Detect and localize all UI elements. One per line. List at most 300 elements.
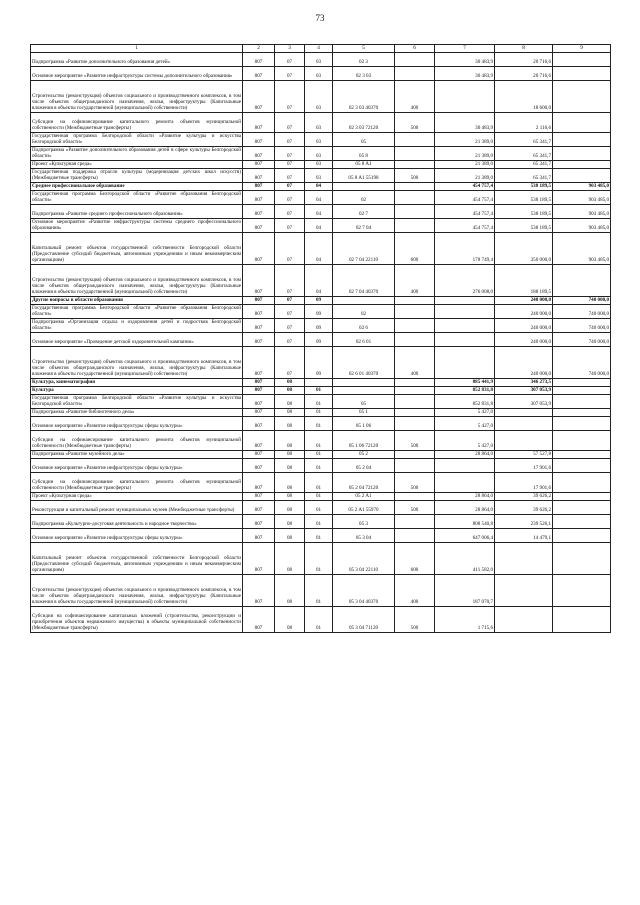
cell-amount-3 <box>553 265 611 297</box>
cell-csr: 05 3 04 40370 <box>333 575 395 607</box>
row-name: Подпрограмма «Развитие библиотечного дела» <box>31 409 243 417</box>
cell-pr: 01 <box>305 515 333 529</box>
cell-ved: 807 <box>243 409 275 417</box>
cell-ved: 807 <box>243 451 275 459</box>
cell-amount-2: 538 189,5 <box>495 191 553 205</box>
cell-ved: 807 <box>243 395 275 409</box>
row-name: Субсидии на софинансирование капитальных вложений (строительства, реконструкции и приобретения объектов недвижимого имущества) в объекты муниципальной собственности (Межбюджетные трансферты) <box>31 607 243 633</box>
cell-vr <box>395 319 435 333</box>
cell-rz: 07 <box>275 183 305 191</box>
cell-vr <box>395 379 435 387</box>
header-cell: 4 <box>305 45 333 53</box>
table-row <box>31 459 611 473</box>
cell-vr: 500 <box>395 169 435 183</box>
cell-ved: 807 <box>243 113 275 133</box>
row-name: Реконструкция и капитальный ремонт муниципальных музеев (Межбюджетные трансферты) <box>31 501 243 515</box>
cell-amount-2: 17 901,6 <box>495 473 553 493</box>
cell-amount-2 <box>495 543 553 575</box>
cell-rz: 08 <box>275 417 305 431</box>
table-row <box>31 113 611 133</box>
cell-amount-1: 21 389,0 <box>435 169 495 183</box>
cell-rz: 08 <box>275 529 305 543</box>
cell-vr <box>395 205 435 219</box>
cell-amount-2: 65 341,7 <box>495 133 553 147</box>
table-row <box>31 265 611 297</box>
table-row <box>31 81 611 113</box>
cell-csr <box>333 183 395 191</box>
cell-csr: 02 3 03 40370 <box>333 81 395 113</box>
cell-amount-1: 1 715,6 <box>435 607 495 633</box>
cell-rz: 07 <box>275 147 305 161</box>
row-name: Подпрограмма «Развитие дополнительного образования детей» <box>31 53 243 67</box>
table-row <box>31 169 611 183</box>
cell-amount-1: 30 483,9 <box>435 53 495 67</box>
cell-rz: 07 <box>275 133 305 147</box>
cell-amount-3 <box>553 169 611 183</box>
cell-amount-3 <box>553 67 611 81</box>
cell-vr <box>395 161 435 169</box>
table-row <box>31 205 611 219</box>
cell-amount-3 <box>553 417 611 431</box>
cell-vr <box>395 387 435 395</box>
cell-rz: 07 <box>275 319 305 333</box>
cell-vr <box>395 219 435 233</box>
row-name: Подпрограмма «Культурно-досуговая деятельность и народное творчество» <box>31 515 243 529</box>
cell-rz: 08 <box>275 379 305 387</box>
budget-table <box>30 44 611 633</box>
cell-amount-1: 454 757,4 <box>435 183 495 191</box>
cell-amount-3: 903 485,0 <box>553 183 611 191</box>
header-cell: 9 <box>553 45 611 53</box>
table-row <box>31 161 611 169</box>
cell-rz: 08 <box>275 395 305 409</box>
cell-pr: 01 <box>305 501 333 515</box>
cell-ved: 807 <box>243 183 275 191</box>
table-row <box>31 387 611 395</box>
cell-amount-3 <box>553 113 611 133</box>
table-row <box>31 543 611 575</box>
cell-rz: 07 <box>275 333 305 347</box>
cell-amount-3 <box>553 409 611 417</box>
cell-ved: 807 <box>243 387 275 395</box>
cell-amount-2: 39 626,2 <box>495 493 553 501</box>
cell-vr <box>395 333 435 347</box>
cell-ved: 807 <box>243 333 275 347</box>
cell-amount-1: 30 483,9 <box>435 113 495 133</box>
page-number: 73 <box>315 13 325 23</box>
cell-csr: 05 2 A1 55970 <box>333 501 395 515</box>
cell-rz: 08 <box>275 473 305 493</box>
row-name: Капитальный ремонт объектов государственной собственности Белгородской области (Предоставление субсидий бюджетным, автономным учреждениям и иным некоммерческим организациям) <box>31 543 243 575</box>
cell-pr: 04 <box>305 191 333 205</box>
table-row <box>31 395 611 409</box>
cell-amount-1 <box>435 319 495 333</box>
cell-pr: 01 <box>305 543 333 575</box>
cell-vr: 600 <box>395 233 435 265</box>
cell-csr: 05 2 A1 <box>333 493 395 501</box>
row-name: Основное мероприятие «Развитие инфраструктуры сферы культуры» <box>31 459 243 473</box>
cell-rz: 08 <box>275 387 305 395</box>
cell-rz: 08 <box>275 459 305 473</box>
cell-amount-1 <box>435 305 495 319</box>
cell-vr: 600 <box>395 543 435 575</box>
cell-pr: 04 <box>305 219 333 233</box>
cell-pr: 01 <box>305 473 333 493</box>
cell-ved: 807 <box>243 297 275 305</box>
row-name: Подпрограмма «Организация отдыха и оздоровления детей и подростков Белгородской области» <box>32 319 241 332</box>
row-name: Государственная программа Белгородской области «Развитие культуры и искусства Белгородской области» <box>32 395 241 408</box>
cell-pr: 01 <box>305 417 333 431</box>
cell-ved: 807 <box>243 347 275 379</box>
cell-amount-3 <box>553 459 611 473</box>
cell-amount-3 <box>553 395 611 409</box>
header-cell: 2 <box>243 45 275 53</box>
cell-vr <box>395 133 435 147</box>
cell-pr: 01 <box>305 431 333 451</box>
cell-rz: 07 <box>275 67 305 81</box>
cell-amount-1 <box>435 81 495 113</box>
cell-csr: 02 6 01 40370 <box>333 347 395 379</box>
cell-amount-1: 30 483,9 <box>435 67 495 81</box>
cell-csr: 02 <box>333 191 395 205</box>
cell-rz: 07 <box>275 205 305 219</box>
cell-vr: 400 <box>395 575 435 607</box>
cell-amount-1: 454 757,4 <box>435 219 495 233</box>
row-name: Проект «Культурная среда» <box>31 161 243 169</box>
table-row <box>31 305 611 319</box>
cell-ved: 807 <box>243 493 275 501</box>
cell-vr <box>395 67 435 81</box>
cell-amount-2: 538 189,5 <box>495 205 553 219</box>
cell-csr: 05 8 A1 55198 <box>333 169 395 183</box>
cell-amount-3 <box>553 493 611 501</box>
cell-rz: 07 <box>275 169 305 183</box>
header-cell: 3 <box>275 45 305 53</box>
cell-amount-2 <box>495 409 553 417</box>
cell-csr: 05 <box>333 395 395 409</box>
cell-amount-2: 538 189,5 <box>495 219 553 233</box>
cell-amount-3: 903 485,0 <box>553 191 611 205</box>
cell-vr <box>395 459 435 473</box>
cell-amount-1 <box>435 459 495 473</box>
cell-csr: 02 3 <box>333 53 395 67</box>
table-row <box>31 219 611 233</box>
cell-vr <box>395 395 435 409</box>
cell-vr <box>395 305 435 319</box>
table-row <box>31 191 611 205</box>
cell-amount-1: 178 749,4 <box>435 233 495 265</box>
row-name: Государственная поддержка отрасли культуры (модернизация детских школ искусств) (Межбюджетные трансферты) <box>32 169 241 182</box>
row-name: Строительство (реконструкция) объектов социального и производственного комплексов, в том числе объектов общегражданского назначения, жилья, инфраструктуры (Капитальные вложения в объекты государственной (муниципальной) собственности) <box>31 575 243 607</box>
cell-amount-3 <box>553 543 611 575</box>
cell-amount-3 <box>553 575 611 607</box>
cell-csr <box>333 387 395 395</box>
row-name: Основное мероприятие «Развитие инфраструктуры системы дополнительного образования» <box>31 67 243 81</box>
cell-amount-1: 454 757,4 <box>435 205 495 219</box>
row-name: Капитальный ремонт объектов государственной собственности Белгородской области (Предоставление субсидий бюджетным, автономным учреждениям и иным некоммерческим организациям) <box>31 233 243 265</box>
cell-amount-2: 307 053,9 <box>495 395 553 409</box>
cell-amount-2: 188 189,5 <box>495 265 553 297</box>
cell-amount-2: 65 341,7 <box>495 161 553 169</box>
cell-vr <box>395 191 435 205</box>
table-row <box>31 379 611 387</box>
cell-ved: 807 <box>243 607 275 633</box>
cell-vr: 500 <box>395 431 435 451</box>
table-row <box>31 501 611 515</box>
cell-amount-1: 28 864,0 <box>435 493 495 501</box>
cell-amount-2: 39 626,2 <box>495 501 553 515</box>
cell-amount-1 <box>435 297 495 305</box>
cell-csr: 02 7 04 22110 <box>333 233 395 265</box>
cell-vr <box>395 409 435 417</box>
cell-ved: 807 <box>243 379 275 387</box>
cell-vr <box>395 147 435 161</box>
cell-rz: 08 <box>275 543 305 575</box>
cell-amount-2: 240 000,0 <box>495 305 553 319</box>
cell-vr <box>395 515 435 529</box>
cell-amount-1 <box>435 347 495 379</box>
cell-rz: 07 <box>275 265 305 297</box>
cell-amount-1 <box>435 473 495 493</box>
cell-rz: 07 <box>275 113 305 133</box>
cell-amount-2: 240 000,0 <box>495 347 553 379</box>
cell-csr: 05 2 04 72120 <box>333 473 395 493</box>
table-row <box>31 409 611 417</box>
cell-vr: 500 <box>395 607 435 633</box>
table-row <box>31 297 611 305</box>
table-row <box>31 347 611 379</box>
cell-amount-2: 18 600,0 <box>495 81 553 113</box>
cell-vr <box>395 493 435 501</box>
header-cell: 7 <box>435 45 495 53</box>
cell-csr <box>333 379 395 387</box>
cell-amount-2: 240 000,0 <box>495 319 553 333</box>
cell-vr <box>395 529 435 543</box>
cell-csr: 05 <box>333 133 395 147</box>
cell-ved: 807 <box>243 169 275 183</box>
row-name: Строительство (реконструкция) объектов социального и производственного комплексов, в том числе объектов общегражданского назначения, жилья, инфраструктуры (Капитальные вложения в объекты государственной (муниципальной) собственности) <box>31 265 243 297</box>
cell-csr: 05 3 <box>333 515 395 529</box>
cell-amount-2: 307 053,9 <box>495 387 553 395</box>
cell-amount-3: 903 485,0 <box>553 219 611 233</box>
cell-amount-3: 740 000,0 <box>553 333 611 347</box>
cell-pr <box>305 379 333 387</box>
cell-csr: 02 <box>333 305 395 319</box>
cell-csr: 05 3 04 22110 <box>333 543 395 575</box>
cell-amount-2: 240 000,0 <box>495 297 553 305</box>
table-row <box>31 53 611 67</box>
cell-pr: 01 <box>305 387 333 395</box>
table-row <box>31 417 611 431</box>
cell-ved: 807 <box>243 417 275 431</box>
cell-amount-2 <box>495 575 553 607</box>
cell-ved: 807 <box>243 191 275 205</box>
row-name: Подпрограмма «Развитие среднего профессионального образования» <box>31 205 243 219</box>
header-cell: 5 <box>333 45 395 53</box>
cell-amount-3 <box>553 387 611 395</box>
cell-amount-1: 454 757,4 <box>435 191 495 205</box>
cell-pr: 03 <box>305 81 333 113</box>
cell-csr: 05 8 <box>333 147 395 161</box>
cell-pr: 04 <box>305 265 333 297</box>
cell-vr <box>395 451 435 459</box>
row-name: Культура <box>31 387 243 395</box>
cell-ved: 807 <box>243 67 275 81</box>
cell-rz: 07 <box>275 305 305 319</box>
row-name: Среднее профессиональное образование <box>31 183 243 191</box>
cell-amount-2 <box>495 431 553 451</box>
cell-vr <box>395 53 435 67</box>
cell-csr: 02 7 04 40370 <box>333 265 395 297</box>
cell-amount-1: 852 831,8 <box>435 395 495 409</box>
cell-pr: 01 <box>305 493 333 501</box>
cell-pr: 04 <box>305 205 333 219</box>
cell-rz: 08 <box>275 409 305 417</box>
row-name: Подпрограмма «Развитие дополнительного образования детей в сфере культуры Белгородской области» <box>32 147 241 160</box>
cell-amount-3 <box>553 161 611 169</box>
cell-amount-3 <box>553 529 611 543</box>
table-row <box>31 529 611 543</box>
cell-csr: 02 6 <box>333 319 395 333</box>
table-row <box>31 575 611 607</box>
row-name: Подпрограмма «Развитие музейного дела» <box>31 451 243 459</box>
cell-pr: 03 <box>305 169 333 183</box>
cell-ved: 807 <box>243 205 275 219</box>
cell-amount-3 <box>553 53 611 67</box>
header-cell: 1 <box>31 45 243 53</box>
table-body <box>31 53 611 633</box>
cell-amount-1: 852 831,8 <box>435 387 495 395</box>
table-row <box>31 133 611 147</box>
cell-amount-3 <box>553 451 611 459</box>
cell-ved: 807 <box>243 319 275 333</box>
cell-amount-3: 903 485,0 <box>553 233 611 265</box>
cell-rz: 07 <box>275 233 305 265</box>
cell-amount-3: 740 000,0 <box>553 347 611 379</box>
cell-amount-1: 276 008,0 <box>435 265 495 297</box>
cell-csr: 02 6 01 <box>333 333 395 347</box>
cell-csr: 05 3 04 71120 <box>333 607 395 633</box>
row-name: Основное мероприятие «Развитие инфраструктуры сферы культуры» <box>31 417 243 431</box>
cell-amount-1: 411 582,0 <box>435 543 495 575</box>
cell-amount-1: 21 389,0 <box>435 147 495 161</box>
cell-vr <box>395 297 435 305</box>
cell-pr: 03 <box>305 147 333 161</box>
cell-amount-2: 57 527,8 <box>495 451 553 459</box>
cell-rz: 08 <box>275 451 305 459</box>
cell-rz: 07 <box>275 81 305 113</box>
table-row <box>31 515 611 529</box>
cell-vr: 500 <box>395 473 435 493</box>
header-row <box>31 45 611 53</box>
cell-amount-3: 740 000,0 <box>553 297 611 305</box>
cell-ved: 807 <box>243 133 275 147</box>
cell-amount-1: 21 389,0 <box>435 133 495 147</box>
cell-ved: 807 <box>243 529 275 543</box>
cell-ved: 807 <box>243 147 275 161</box>
cell-csr: 05 3 04 <box>333 529 395 543</box>
cell-rz: 07 <box>275 191 305 205</box>
cell-amount-2 <box>495 417 553 431</box>
cell-amount-1: 5 427,0 <box>435 431 495 451</box>
cell-pr: 03 <box>305 113 333 133</box>
cell-csr: 05 2 04 <box>333 459 395 473</box>
cell-amount-1: 28 864,0 <box>435 501 495 515</box>
cell-pr: 09 <box>305 305 333 319</box>
row-name: Основное мероприятие «Проведение детской оздоровительной кампании» <box>31 333 243 347</box>
row-name: Основное мероприятие «Развитие инфраструктуры сферы культуры» <box>31 529 243 543</box>
row-name: Субсидии на софинансирование капитального ремонта объектов муниципальной собственности (Межбюджетные трансферты) <box>31 431 243 451</box>
cell-pr: 01 <box>305 459 333 473</box>
cell-rz: 07 <box>275 297 305 305</box>
cell-vr: 400 <box>395 81 435 113</box>
cell-amount-2: 65 341,7 <box>495 147 553 161</box>
cell-ved: 807 <box>243 161 275 169</box>
cell-ved: 807 <box>243 219 275 233</box>
table-row <box>31 431 611 451</box>
cell-pr: 03 <box>305 67 333 81</box>
cell-pr: 09 <box>305 333 333 347</box>
cell-amount-1: 5 427,0 <box>435 409 495 417</box>
cell-csr: 05 1 06 72120 <box>333 431 395 451</box>
cell-vr: 400 <box>395 347 435 379</box>
cell-rz: 08 <box>275 501 305 515</box>
cell-amount-2: 239 526,1 <box>495 515 553 529</box>
cell-amount-2: 538 189,5 <box>495 183 553 191</box>
cell-ved: 807 <box>243 431 275 451</box>
cell-ved: 807 <box>243 515 275 529</box>
cell-rz: 08 <box>275 575 305 607</box>
cell-amount-3 <box>553 515 611 529</box>
cell-pr: 01 <box>305 529 333 543</box>
cell-amount-2: 65 341,7 <box>495 169 553 183</box>
cell-rz: 07 <box>275 161 305 169</box>
cell-ved: 807 <box>243 543 275 575</box>
cell-ved: 807 <box>243 53 275 67</box>
cell-amount-3 <box>553 81 611 113</box>
table-row <box>31 333 611 347</box>
cell-rz: 07 <box>275 219 305 233</box>
cell-pr: 09 <box>305 319 333 333</box>
table-row <box>31 147 611 161</box>
cell-amount-3 <box>553 607 611 633</box>
table-row <box>31 607 611 633</box>
cell-ved: 807 <box>243 305 275 319</box>
cell-ved: 807 <box>243 575 275 607</box>
table-row <box>31 493 611 501</box>
cell-rz: 08 <box>275 493 305 501</box>
cell-csr <box>333 297 395 305</box>
cell-amount-3 <box>553 379 611 387</box>
row-name: Другие вопросы в области образования <box>31 297 243 305</box>
cell-amount-3: 740 000,0 <box>553 305 611 319</box>
cell-ved: 807 <box>243 459 275 473</box>
cell-pr: 01 <box>305 409 333 417</box>
row-name: Государственная программа Белгородской области «Развитие образования Белгородской области» <box>32 305 241 318</box>
cell-pr: 01 <box>305 395 333 409</box>
cell-pr: 09 <box>305 347 333 379</box>
table-row <box>31 319 611 333</box>
cell-csr: 02 3 03 <box>333 67 395 81</box>
cell-pr: 03 <box>305 133 333 147</box>
table-row <box>31 473 611 493</box>
row-name: Строительство (реконструкция) объектов социального и производственного комплексов, в том числе объектов общегражданского назначения, жилья, инфраструктуры (Капитальные вложения в объекты государственной (муниципальной) собственности) <box>31 347 243 379</box>
cell-amount-2: 350 000,0 <box>495 233 553 265</box>
cell-ved: 807 <box>243 473 275 493</box>
cell-ved: 807 <box>243 233 275 265</box>
cell-amount-1: 885 441,9 <box>435 379 495 387</box>
cell-amount-2: 20 716,6 <box>495 67 553 81</box>
